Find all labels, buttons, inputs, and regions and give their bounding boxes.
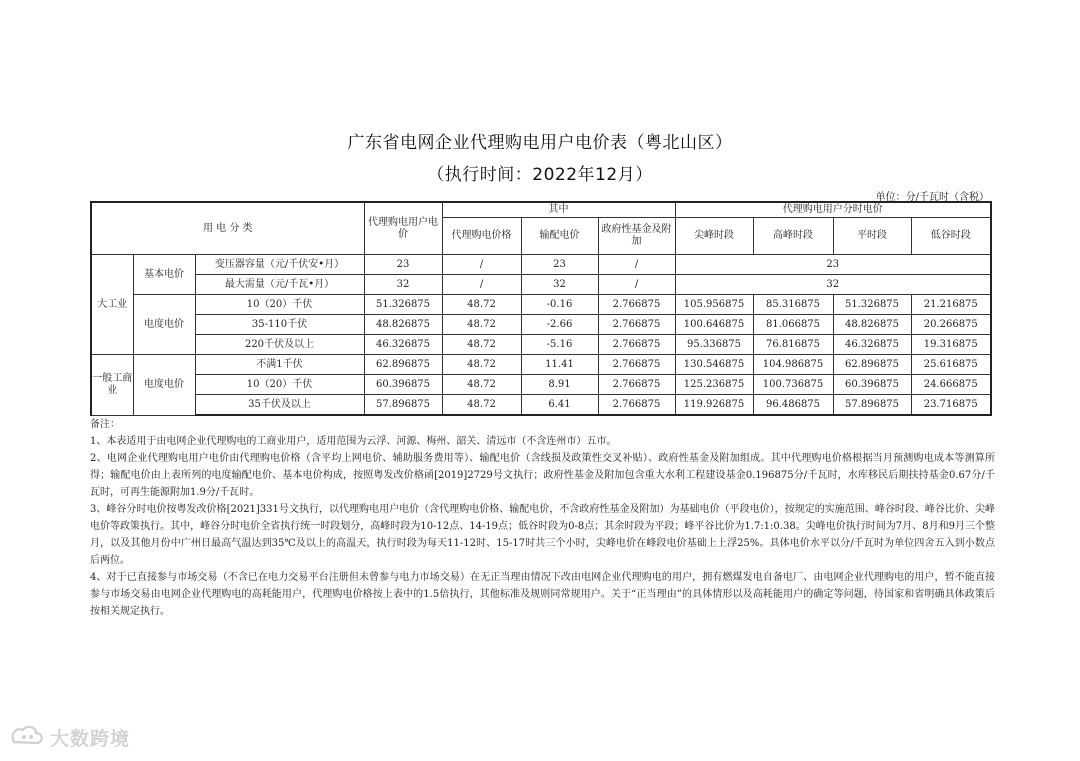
cell-fund: / (598, 255, 675, 275)
header-flat: 平时段 (833, 218, 911, 255)
table-row (91, 295, 991, 315)
subgroup-energy-price: 电度电价 (133, 295, 195, 355)
header-valley: 低谷时段 (911, 218, 991, 255)
cell-peak: 76.816875 (753, 335, 833, 355)
cell-purchase: 48.72 (442, 315, 521, 335)
cell-fund: 2.766875 (598, 355, 675, 375)
cell-peak: 81.066875 (753, 315, 833, 335)
header-purchase-price: 代理购电价格 (442, 218, 521, 255)
header-among: 其中 (442, 202, 675, 218)
note-item: 2、电网企业代理购电用户电价由代理购电价格（含平均上网电价、辅助服务费用等）、输配电价（含线损及政策性交叉补贴）、政府性基金及附加组成。其中代理购电价格根据当月预测购电成本等测算所得；输配电价由上表所列的电度输配电价、基本电价构成，按照粤发改价格函[2019]2729号文执行；政府性基金及附加包含重大水利工程建设基金0.196875分/千瓦时，水库移民后期扶持基金0.67分/千瓦时，可再生能源附加1.9分/千瓦时。 (90, 453, 995, 498)
row-label: 10（20）千伏 (195, 375, 364, 395)
header-row-1 (91, 202, 991, 218)
price-table (90, 201, 992, 416)
page-subtitle: （执行时间：2022年12月） (427, 165, 653, 185)
cell-flat: 57.896875 (833, 395, 911, 416)
cell-transmission: -0.16 (521, 295, 598, 315)
cell-purchase: 48.72 (442, 295, 521, 315)
table-row (91, 375, 991, 395)
watermark (10, 724, 130, 751)
cell-purchase: 48.72 (442, 375, 521, 395)
cell-sharp: 130.546875 (675, 355, 753, 375)
cell-agent: 62.896875 (364, 355, 442, 375)
cell-sharp: 119.926875 (675, 395, 753, 416)
header-peak: 高峰时段 (753, 218, 833, 255)
row-label: 35-110千伏 (195, 315, 364, 335)
cell-fund: 2.766875 (598, 295, 675, 315)
cell-transmission: 6.41 (521, 395, 598, 416)
table-row (91, 395, 991, 416)
header-gov-fund: 政府性基金及附加 (598, 218, 675, 255)
watermark-text: 大数跨境 (50, 728, 131, 750)
group-large-industry: 大工业 (91, 255, 133, 355)
cell-agent: 51.326875 (364, 295, 442, 315)
cell-tou-merged: 32 (675, 275, 991, 295)
watermark-logo-icon (10, 724, 46, 751)
cell-fund: 2.766875 (598, 375, 675, 395)
notes-section (90, 416, 995, 620)
page-title: 广东省电网企业代理购电用户电价表（粤北山区） (347, 133, 733, 153)
header-tou: 代理购电用户分时电价 (675, 202, 991, 218)
cell-transmission: 8.91 (521, 375, 598, 395)
cell-sharp: 100.646875 (675, 315, 753, 335)
unit-label: 单位：分/千瓦时（含税） (875, 192, 989, 203)
cell-agent: 32 (364, 275, 442, 295)
cell-transmission: 32 (521, 275, 598, 295)
table-row (91, 335, 991, 355)
cell-agent: 48.826875 (364, 315, 442, 335)
row-label: 220千伏及以上 (195, 335, 364, 355)
header-sharp-peak: 尖峰时段 (675, 218, 753, 255)
table-row (91, 355, 991, 375)
header-agent-price: 代理购电用户电价 (364, 202, 442, 255)
note-item: 1、本表适用于由电网企业代理购电的工商业用户，适用范围为云浮、河源、梅州、韶关、清远市（不含连州市）五市。 (90, 436, 617, 447)
cell-transmission: -5.16 (521, 335, 598, 355)
table-row (91, 255, 991, 275)
cell-purchase: / (442, 275, 521, 295)
subgroup-energy-price: 电度电价 (133, 355, 195, 416)
cell-agent: 60.396875 (364, 375, 442, 395)
cell-transmission: 23 (521, 255, 598, 275)
note-item: 4、对于已直接参与市场交易（不含已在电力交易平台注册但未曾参与电力市场交易）在无正当理由情况下改由电网企业代理购电的用户，拥有燃煤发电自备电厂、由电网企业代理购电的用户，暂不能直接参与市场交易由电网企业代理购电的高耗能用户，代理购电价格按上表中的1.5倍执行，其他标准及规则同常规用户。关于“正当理由”的具体情形以及高耗能用户的确定等问题，待国家和省明确具体政策后按相关规定执行。 (90, 572, 995, 617)
cell-fund: 2.766875 (598, 335, 675, 355)
cell-peak: 85.316875 (753, 295, 833, 315)
table-row (91, 315, 991, 335)
cell-purchase: 48.72 (442, 395, 521, 416)
subgroup-basic-price: 基本电价 (133, 255, 195, 295)
cell-fund: 2.766875 (598, 315, 675, 335)
group-general-commercial: 一般工商业 (91, 355, 133, 416)
note-item: 3、峰谷分时电价按粤发改价格[2021]331号文执行，以代理购电用户电价（含代理购电价格、输配电价，不含政府性基金及附加）为基础电价（平段电价），按规定的实施范围、峰谷时段、峰谷比价、尖峰电价等政策执行。其中，峰谷分时电价全省执行统一时段划分，高峰时段为10-12点、14-19点；低谷时段为0-8点；其余时段为平段；峰平谷比价为1.7:1:0.38。尖峰电价执行时间为7月、8月和9月三个整月，以及其他月份中广州日最高气温达到35℃及以上的高温天，执行时段为每天11-12时、15-17时共三个小时，尖峰电价在峰段电价基础上上浮25%。具体电价水平以分/千瓦时为单位四舍五入到小数点后两位。 (90, 504, 995, 566)
notes-heading: 备注： (90, 419, 120, 430)
cell-valley: 20.266875 (911, 315, 991, 335)
cell-peak: 100.736875 (753, 375, 833, 395)
cell-transmission: -2.66 (521, 315, 598, 335)
cell-valley: 25.616875 (911, 355, 991, 375)
header-category: 用 电 分 类 (91, 202, 364, 255)
cell-agent: 57.896875 (364, 395, 442, 416)
cell-peak: 104.986875 (753, 355, 833, 375)
cell-purchase: / (442, 255, 521, 275)
cell-fund: 2.766875 (598, 395, 675, 416)
cell-agent: 23 (364, 255, 442, 275)
cell-flat: 48.826875 (833, 315, 911, 335)
row-label: 10（20）千伏 (195, 295, 364, 315)
cell-flat: 60.396875 (833, 375, 911, 395)
cell-agent: 46.326875 (364, 335, 442, 355)
cell-flat: 51.326875 (833, 295, 911, 315)
cell-purchase: 48.72 (442, 355, 521, 375)
cell-flat: 62.896875 (833, 355, 911, 375)
table-row (91, 275, 991, 295)
cell-valley: 23.716875 (911, 395, 991, 416)
cell-flat: 46.326875 (833, 335, 911, 355)
cell-valley: 21.216875 (911, 295, 991, 315)
row-label: 变压器容量（元/千伏安•月） (195, 255, 364, 275)
row-label: 最大需量（元/千瓦•月） (195, 275, 364, 295)
cell-transmission: 11.41 (521, 355, 598, 375)
cell-sharp: 125.236875 (675, 375, 753, 395)
cell-valley: 19.316875 (911, 335, 991, 355)
cell-valley: 24.666875 (911, 375, 991, 395)
cell-sharp: 105.956875 (675, 295, 753, 315)
row-label: 不满1千伏 (195, 355, 364, 375)
cell-fund: / (598, 275, 675, 295)
cell-purchase: 48.72 (442, 335, 521, 355)
header-transmission-price: 输配电价 (521, 218, 598, 255)
row-label: 35千伏及以上 (195, 395, 364, 416)
cell-peak: 96.486875 (753, 395, 833, 416)
cell-sharp: 95.336875 (675, 335, 753, 355)
cell-tou-merged: 23 (675, 255, 991, 275)
